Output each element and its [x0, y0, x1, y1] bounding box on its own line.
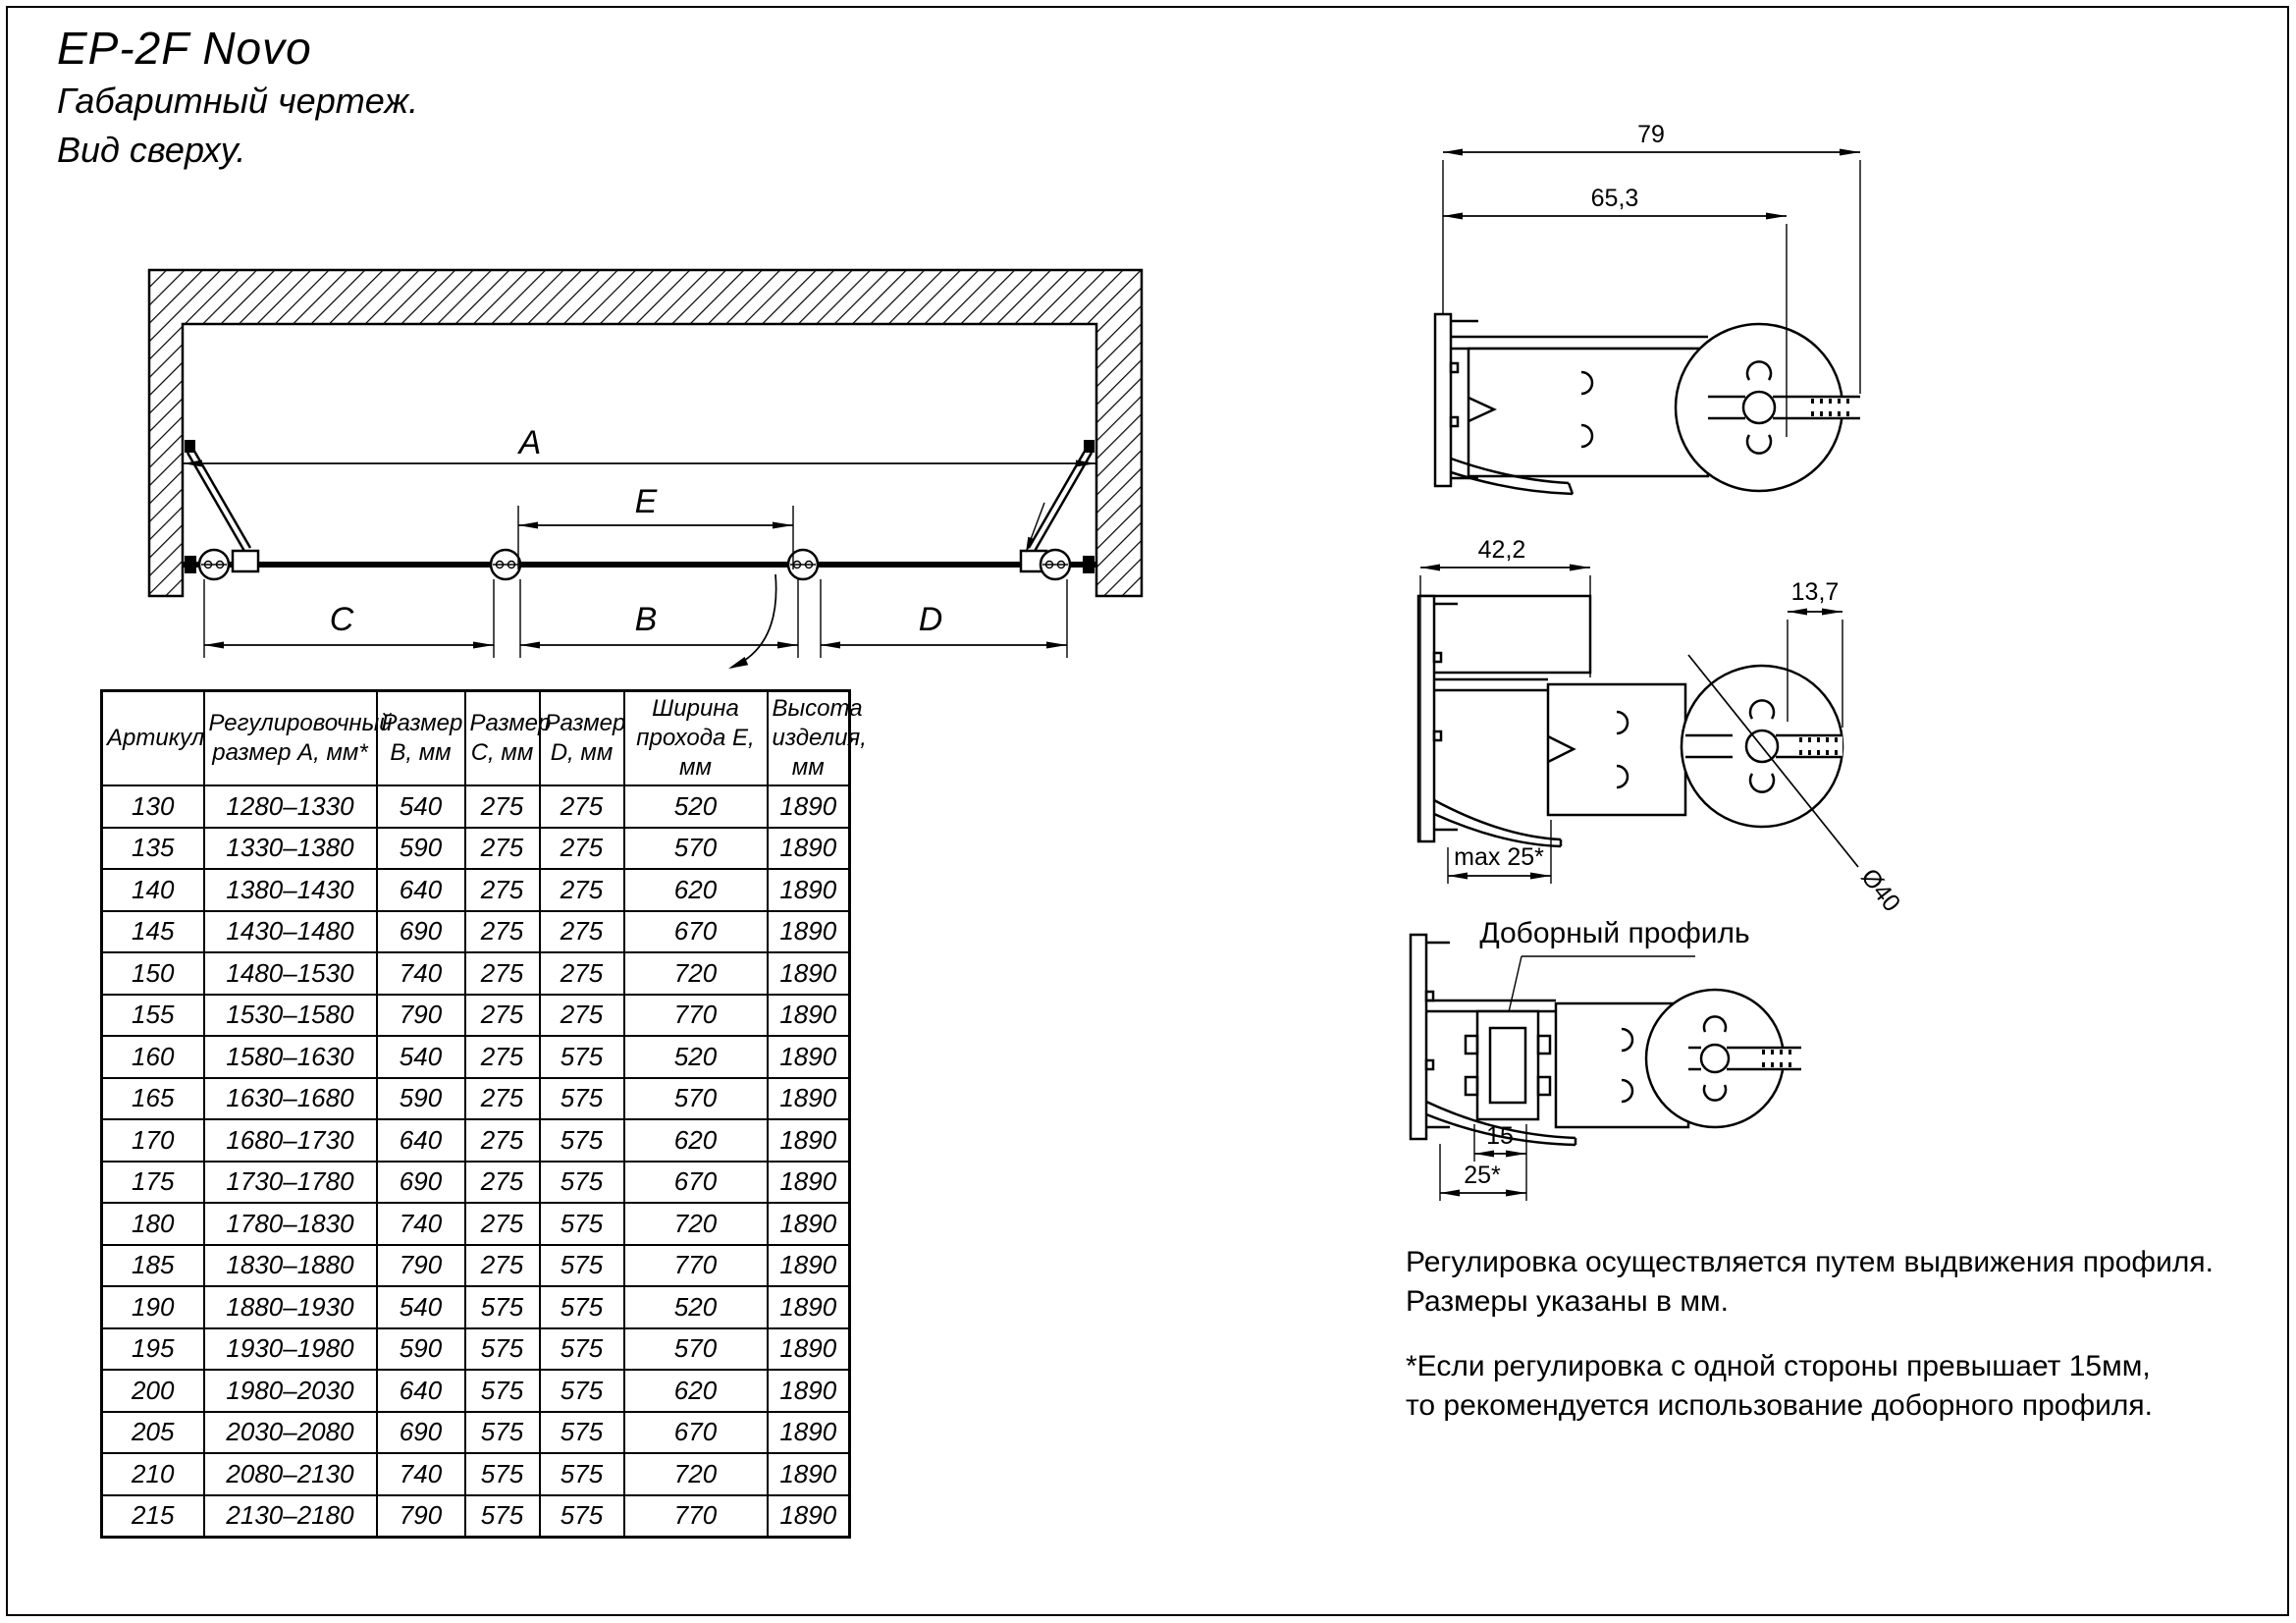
- table-cell: 740: [377, 1453, 465, 1495]
- note-line: то рекомендуется использование доборного профиля.: [1406, 1389, 2153, 1422]
- dim-79: 79: [1637, 121, 1665, 148]
- table-cell: 770: [624, 1245, 768, 1287]
- table-row: [102, 1245, 850, 1287]
- dim-label-d: D: [918, 601, 943, 638]
- table-cell: 145: [102, 911, 204, 953]
- table-row: [102, 1203, 850, 1245]
- table-row: [102, 785, 850, 828]
- profile-drawing-bottom: [1389, 913, 1939, 1237]
- table-cell: 275: [540, 869, 624, 911]
- table-cell: 1780–1830: [204, 1203, 377, 1245]
- table-cell: 1980–2030: [204, 1370, 377, 1412]
- note-line: Размеры указаны в мм.: [1406, 1285, 1729, 1318]
- notes: [1406, 1243, 2279, 1426]
- table-cell: 575: [465, 1412, 540, 1454]
- dim-label-e: E: [634, 483, 658, 520]
- table-cell: 640: [377, 869, 465, 911]
- table-row: [102, 1328, 850, 1371]
- table-cell: 790: [377, 1245, 465, 1287]
- table-cell: 575: [540, 1370, 624, 1412]
- col-header: Регулировочный размер А, мм*: [204, 691, 377, 786]
- table-cell: 1890: [768, 1412, 850, 1454]
- table-cell: 575: [540, 1203, 624, 1245]
- table-cell: 1890: [768, 1119, 850, 1162]
- table-cell: 575: [465, 1495, 540, 1538]
- table-cell: 1430–1480: [204, 911, 377, 953]
- table-cell: 570: [624, 1328, 768, 1371]
- table-cell: 185: [102, 1245, 204, 1287]
- table-row: [102, 1495, 850, 1538]
- table-cell: 690: [377, 911, 465, 953]
- table-cell: 1890: [768, 785, 850, 828]
- table-cell: 720: [624, 1453, 768, 1495]
- table-cell: 1890: [768, 1036, 850, 1078]
- table-cell: 670: [624, 911, 768, 953]
- table-cell: 275: [465, 1036, 540, 1078]
- table-row: [102, 1119, 850, 1162]
- table-cell: 190: [102, 1286, 204, 1328]
- table-row: [102, 911, 850, 953]
- table-cell: 575: [540, 1078, 624, 1120]
- table-cell: 770: [624, 1495, 768, 1538]
- table-cell: 575: [465, 1286, 540, 1328]
- table-cell: 2130–2180: [204, 1495, 377, 1538]
- col-header: Высота изделия, мм: [768, 691, 850, 786]
- table-cell: 575: [540, 1245, 624, 1287]
- table-cell: 1280–1330: [204, 785, 377, 828]
- table-cell: 140: [102, 869, 204, 911]
- page-subtitle-1: Габаритный чертеж.: [57, 81, 419, 121]
- table-cell: 670: [624, 1162, 768, 1204]
- table-cell: 1730–1780: [204, 1162, 377, 1204]
- size-table-header-row: [102, 691, 850, 786]
- knob-profile: [1646, 990, 1801, 1127]
- table-cell: 180: [102, 1203, 204, 1245]
- note-adjustment: [1406, 1243, 2279, 1322]
- dim-label-a: A: [518, 424, 542, 461]
- wall-bracket-left: [185, 556, 196, 573]
- table-cell: 720: [624, 1203, 768, 1245]
- profile-drawing-middle: [1399, 535, 1949, 957]
- table-row: [102, 952, 850, 995]
- table-cell: 1330–1380: [204, 828, 377, 870]
- top-view-drawing: [88, 167, 1188, 687]
- size-table-body: [102, 785, 850, 1537]
- table-cell: 1890: [768, 1328, 850, 1371]
- table-cell: 590: [377, 828, 465, 870]
- table-cell: 790: [377, 1495, 465, 1538]
- table-cell: 1890: [768, 995, 850, 1037]
- table-cell: 170: [102, 1119, 204, 1162]
- table-cell: 2080–2130: [204, 1453, 377, 1495]
- table-cell: 1890: [768, 869, 850, 911]
- table-cell: 620: [624, 869, 768, 911]
- table-cell: 575: [540, 1036, 624, 1078]
- table-cell: 620: [624, 1119, 768, 1162]
- table-cell: 1890: [768, 1203, 850, 1245]
- table-cell: 590: [377, 1078, 465, 1120]
- table-cell: 2030–2080: [204, 1412, 377, 1454]
- table-cell: 275: [540, 785, 624, 828]
- knob-profile: [1676, 324, 1860, 491]
- table-cell: 1680–1730: [204, 1119, 377, 1162]
- table-cell: 1380–1430: [204, 869, 377, 911]
- dim-max-25: max 25*: [1454, 843, 1544, 871]
- col-header: Артикул: [102, 691, 204, 786]
- note-line: *Если регулировка с одной стороны превышает 15мм,: [1406, 1350, 2151, 1382]
- table-cell: 275: [465, 828, 540, 870]
- dim-13-7: 13,7: [1790, 578, 1840, 606]
- table-cell: 275: [465, 1162, 540, 1204]
- table-cell: 590: [377, 1328, 465, 1371]
- table-row: [102, 1286, 850, 1328]
- table-cell: 1890: [768, 1370, 850, 1412]
- table-row: [102, 1078, 850, 1120]
- table-cell: 740: [377, 1203, 465, 1245]
- table-cell: 1890: [768, 828, 850, 870]
- note-line: Регулировка осуществляется путем выдвижения профиля.: [1406, 1246, 2214, 1278]
- table-cell: 770: [624, 995, 768, 1037]
- table-cell: 200: [102, 1370, 204, 1412]
- table-cell: 215: [102, 1495, 204, 1538]
- table-cell: 575: [540, 1412, 624, 1454]
- table-cell: 690: [377, 1162, 465, 1204]
- table-cell: 570: [624, 1078, 768, 1120]
- table-cell: 275: [540, 995, 624, 1037]
- table-cell: 540: [377, 1036, 465, 1078]
- table-cell: 1580–1630: [204, 1036, 377, 1078]
- dim-42-2: 42,2: [1477, 536, 1526, 564]
- table-cell: 130: [102, 785, 204, 828]
- col-header: Размер В, мм: [377, 691, 465, 786]
- main-profile: [1434, 679, 1685, 846]
- col-header: Размер D, мм: [540, 691, 624, 786]
- table-cell: 275: [540, 828, 624, 870]
- table-cell: 275: [465, 1203, 540, 1245]
- dim-15: 15: [1486, 1122, 1514, 1150]
- table-row: [102, 1370, 850, 1412]
- table-row: [102, 828, 850, 870]
- table-cell: 160: [102, 1036, 204, 1078]
- table-cell: 520: [624, 1286, 768, 1328]
- table-cell: 1930–1980: [204, 1328, 377, 1371]
- table-cell: 1890: [768, 1453, 850, 1495]
- table-cell: 205: [102, 1412, 204, 1454]
- main-profile: [1451, 337, 1708, 494]
- table-cell: 275: [465, 1078, 540, 1120]
- table-cell: 720: [624, 952, 768, 995]
- table-cell: 540: [377, 785, 465, 828]
- table-cell: 275: [465, 1119, 540, 1162]
- table-cell: 1890: [768, 911, 850, 953]
- table-cell: 135: [102, 828, 204, 870]
- table-cell: 210: [102, 1453, 204, 1495]
- table-cell: 195: [102, 1328, 204, 1371]
- table-cell: 670: [624, 1412, 768, 1454]
- col-header: Ширина прохода Е, мм: [624, 691, 768, 786]
- table-cell: 155: [102, 995, 204, 1037]
- table-cell: 520: [624, 1036, 768, 1078]
- dim-label-b: B: [634, 601, 658, 638]
- table-row: [102, 1036, 850, 1078]
- table-cell: 790: [377, 995, 465, 1037]
- table-cell: 575: [540, 1328, 624, 1371]
- table-cell: 275: [465, 1245, 540, 1287]
- table-cell: 690: [377, 1412, 465, 1454]
- table-cell: 1890: [768, 1245, 850, 1287]
- dim-label-c: C: [329, 601, 354, 638]
- table-cell: 575: [465, 1453, 540, 1495]
- size-table: [100, 689, 867, 1539]
- table-cell: 1890: [768, 952, 850, 995]
- table-cell: 150: [102, 952, 204, 995]
- table-cell: 1530–1580: [204, 995, 377, 1037]
- table-cell: 575: [540, 1162, 624, 1204]
- table-cell: 520: [624, 785, 768, 828]
- table-cell: 1630–1680: [204, 1078, 377, 1120]
- table-cell: 1890: [768, 1286, 850, 1328]
- table-cell: 1480–1530: [204, 952, 377, 995]
- table-cell: 1830–1880: [204, 1245, 377, 1287]
- table-cell: 575: [540, 1286, 624, 1328]
- dim-25: 25*: [1464, 1162, 1501, 1189]
- table-cell: 275: [465, 995, 540, 1037]
- table-cell: 275: [465, 869, 540, 911]
- door-swing-arc: [731, 574, 776, 668]
- table-cell: 275: [540, 911, 624, 953]
- wall-bracket-right: [1083, 556, 1095, 573]
- table-cell: 575: [465, 1370, 540, 1412]
- table-cell: 1890: [768, 1495, 850, 1538]
- addon-profile-label: Доборный профиль: [1479, 917, 1750, 949]
- table-cell: 275: [465, 785, 540, 828]
- table-cell: 1890: [768, 1162, 850, 1204]
- table-row: [102, 869, 850, 911]
- table-cell: 275: [540, 952, 624, 995]
- table-cell: 620: [624, 1370, 768, 1412]
- table-row: [102, 1162, 850, 1204]
- table-cell: 575: [465, 1328, 540, 1371]
- table-cell: 275: [465, 911, 540, 953]
- table-row: [102, 1453, 850, 1495]
- table-cell: 575: [540, 1495, 624, 1538]
- addon-profile: [1426, 1001, 1556, 1119]
- table-cell: 740: [377, 952, 465, 995]
- table-cell: 175: [102, 1162, 204, 1204]
- table-cell: 570: [624, 828, 768, 870]
- table-cell: 640: [377, 1119, 465, 1162]
- table-row: [102, 1412, 850, 1454]
- table-cell: 1890: [768, 1078, 850, 1120]
- table-cell: 575: [540, 1453, 624, 1495]
- extended-adjustment-profile: [1420, 596, 1590, 673]
- table-cell: 575: [540, 1119, 624, 1162]
- dim-dia-40: Ø40: [1855, 863, 1906, 917]
- note-asterisk: [1406, 1347, 2279, 1426]
- table-row: [102, 995, 850, 1037]
- walls-hatched: [149, 270, 1142, 596]
- profile-drawing-top: [1414, 113, 1924, 506]
- table-cell: 540: [377, 1286, 465, 1328]
- table-cell: 640: [377, 1370, 465, 1412]
- dim-65-3: 65,3: [1590, 185, 1639, 212]
- table-cell: 1880–1930: [204, 1286, 377, 1328]
- page-title: EP-2F Novo: [57, 23, 312, 74]
- table-cell: 165: [102, 1078, 204, 1120]
- page-subtitle-2: Вид сверху.: [57, 130, 246, 170]
- col-header: Размер С, мм: [465, 691, 540, 786]
- table-cell: 275: [465, 952, 540, 995]
